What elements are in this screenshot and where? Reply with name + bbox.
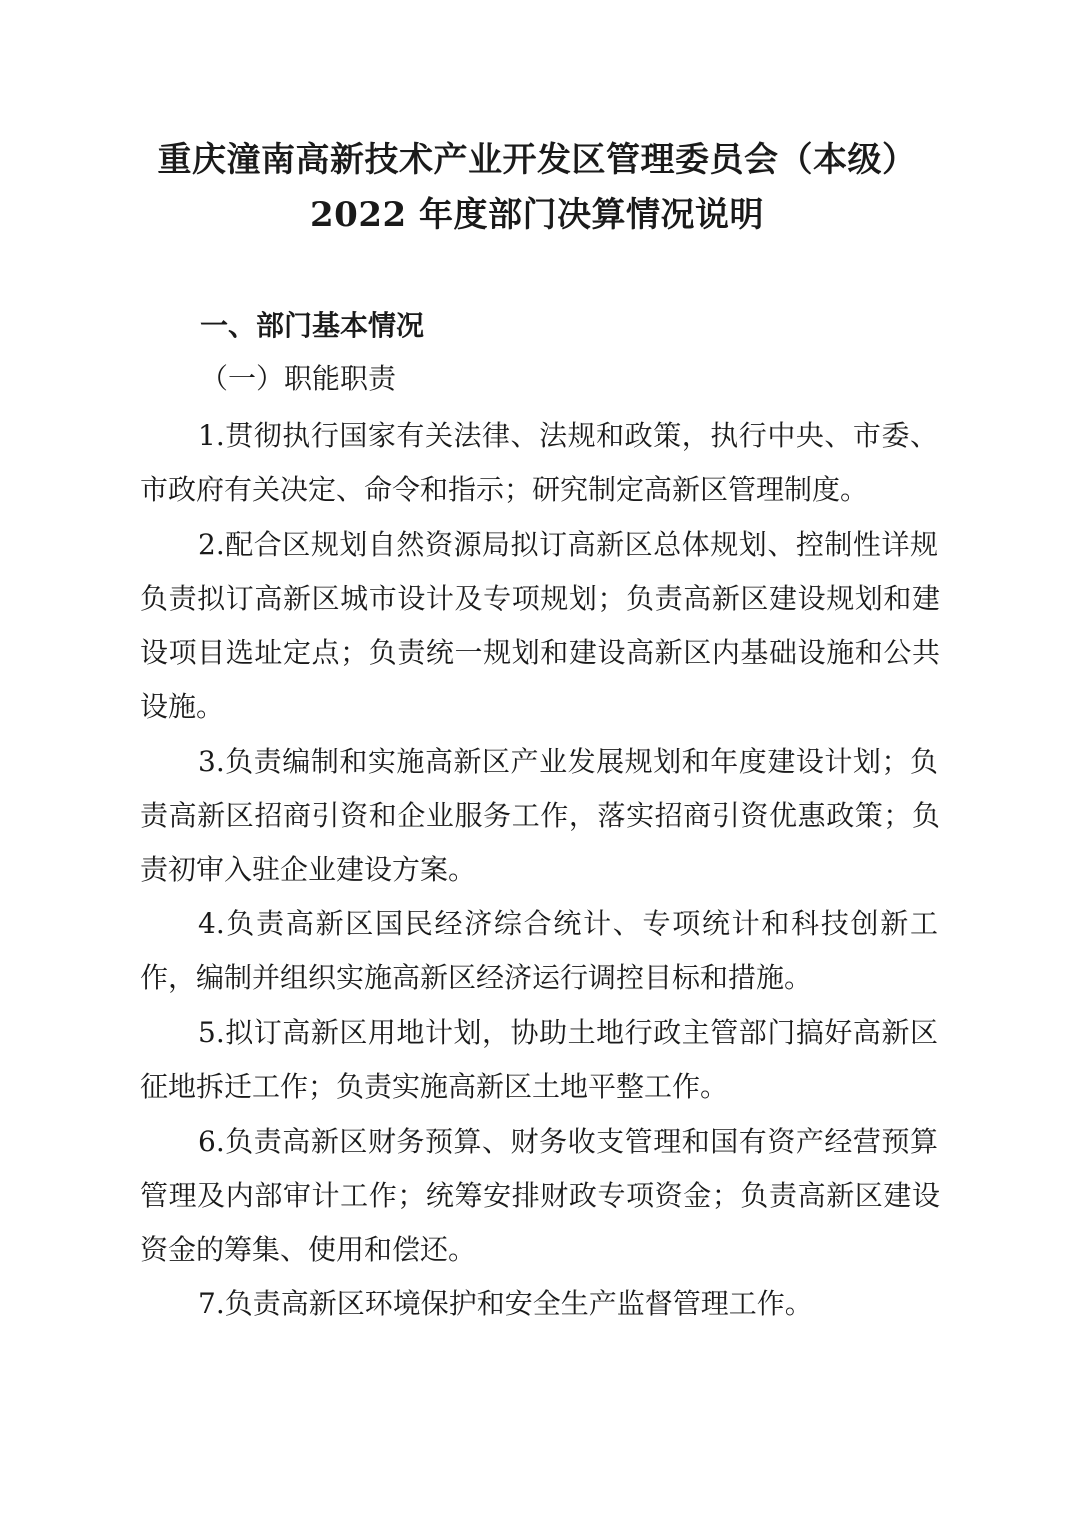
item-4-line-1: 4.负责高新区国民经济综合统计、专项统计和科技创新工 <box>198 907 938 940</box>
item-2-line-1: 2.配合区规划自然资源局拟订高新区总体规划、控制性详规 <box>198 528 938 561</box>
item-2-line-4: 设施。 <box>140 690 225 723</box>
item-6-line-3: 资金的筹集、使用和偿还。 <box>140 1233 477 1266</box>
item-4-line-2: 作，编制并组织实施高新区经济运行调控目标和措施。 <box>140 961 813 994</box>
item-6-line-2: 管理及内部审计工作；统筹安排财政专项资金；负责高新区建设 <box>140 1179 940 1212</box>
item-5-line-1: 5.拟订高新区用地计划，协助土地行政主管部门搞好高新区 <box>198 1016 938 1049</box>
item-7-line-1: 7.负责高新区环境保护和安全生产监督管理工作。 <box>198 1287 813 1320</box>
section-heading: 一、部门基本情况 <box>200 309 425 342</box>
item-2-line-2: 负责拟订高新区城市设计及专项规划；负责高新区建设规划和建 <box>140 582 940 615</box>
item-5-line-2: 征地拆迁工作；负责实施高新区土地平整工作。 <box>140 1070 729 1103</box>
subsection-heading: （一）职能职责 <box>200 362 397 395</box>
item-1-line-1: 1.贯彻执行国家有关法律、法规和政策，执行中央、市委、 <box>198 419 938 452</box>
item-1-line-2: 市政府有关决定、命令和指示；研究制定高新区管理制度。 <box>140 473 869 506</box>
document-title-line-2: 2022 年度部门决算情况说明 <box>310 195 764 235</box>
item-2-line-3: 设项目选址定点；负责统一规划和建设高新区内基础设施和公共 <box>140 636 940 669</box>
item-6-line-1: 6.负责高新区财务预算、财务收支管理和国有资产经营预算 <box>198 1125 938 1158</box>
item-3-line-3: 责初审入驻企业建设方案。 <box>140 853 477 886</box>
document-title-line-1: 重庆潼南高新技术产业开发区管理委员会（本级） <box>157 140 917 180</box>
item-3-line-2: 责高新区招商引资和企业服务工作，落实招商引资优惠政策；负 <box>140 799 940 832</box>
item-3-line-1: 3.负责编制和实施高新区产业发展规划和年度建设计划；负 <box>198 745 938 778</box>
